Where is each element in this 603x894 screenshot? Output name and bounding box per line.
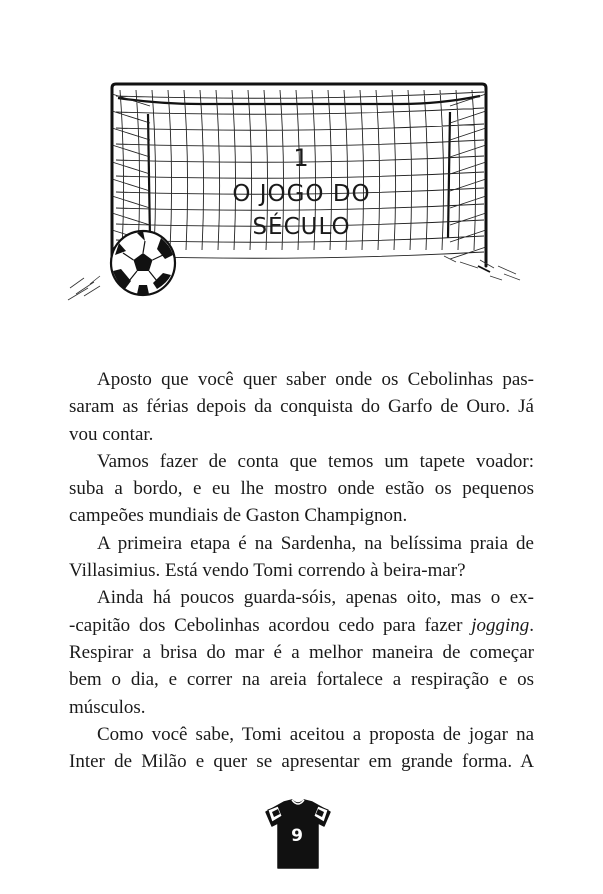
chapter-body-text [69, 366, 534, 775]
text-line: músculos. [69, 696, 146, 718]
text-line: A primeira etapa é na Sardenha, na belíssima praia de [97, 532, 534, 554]
text-line: Vamos fazer de conta que temos um tapete voador: [97, 450, 534, 472]
text-line: Ainda há poucos guarda-sóis, apenas oito, mas o ex- [97, 587, 534, 609]
chapter-title-line: SÉCULO [252, 214, 351, 240]
text-line: suba a bordo, e eu lhe mostro onde estão os pequenos [69, 478, 534, 500]
chapter-number: 1 [293, 144, 310, 172]
text-line: Como você sabe, Tomi aceitou a proposta de jogar na [97, 723, 534, 745]
text-line [69, 612, 534, 639]
text-line: campeões mundiais de Gaston Champignon. [69, 505, 408, 527]
text-segment: . [529, 614, 534, 636]
text-line: Respirar a brisa do mar é a melhor maneira de começar [69, 641, 534, 663]
text-line: Aposto que você quer saber onde os Cebolinhas pas- [97, 369, 534, 390]
text-line: Villasimius. Está vendo Tomi correndo à beira-mar? [69, 560, 466, 582]
chapter-title [0, 178, 603, 244]
text-line: saram as férias depois da conquista do Garfo de Ouro. Já [69, 396, 534, 418]
emphasized-word: jogging [471, 614, 530, 636]
text-line: bem o dia, e correr na areia fortalece a respiração e os [69, 669, 534, 691]
text-line: Inter de Milão e quer se apresentar em grande forma. A [69, 751, 534, 773]
chapter-title-line: O JOGO DO [232, 181, 371, 207]
text-segment: -capitão dos Cebolinhas acordou cedo para fazer [69, 614, 472, 636]
page-number: 9 [291, 826, 303, 846]
text-line: vou contar. [69, 423, 154, 445]
